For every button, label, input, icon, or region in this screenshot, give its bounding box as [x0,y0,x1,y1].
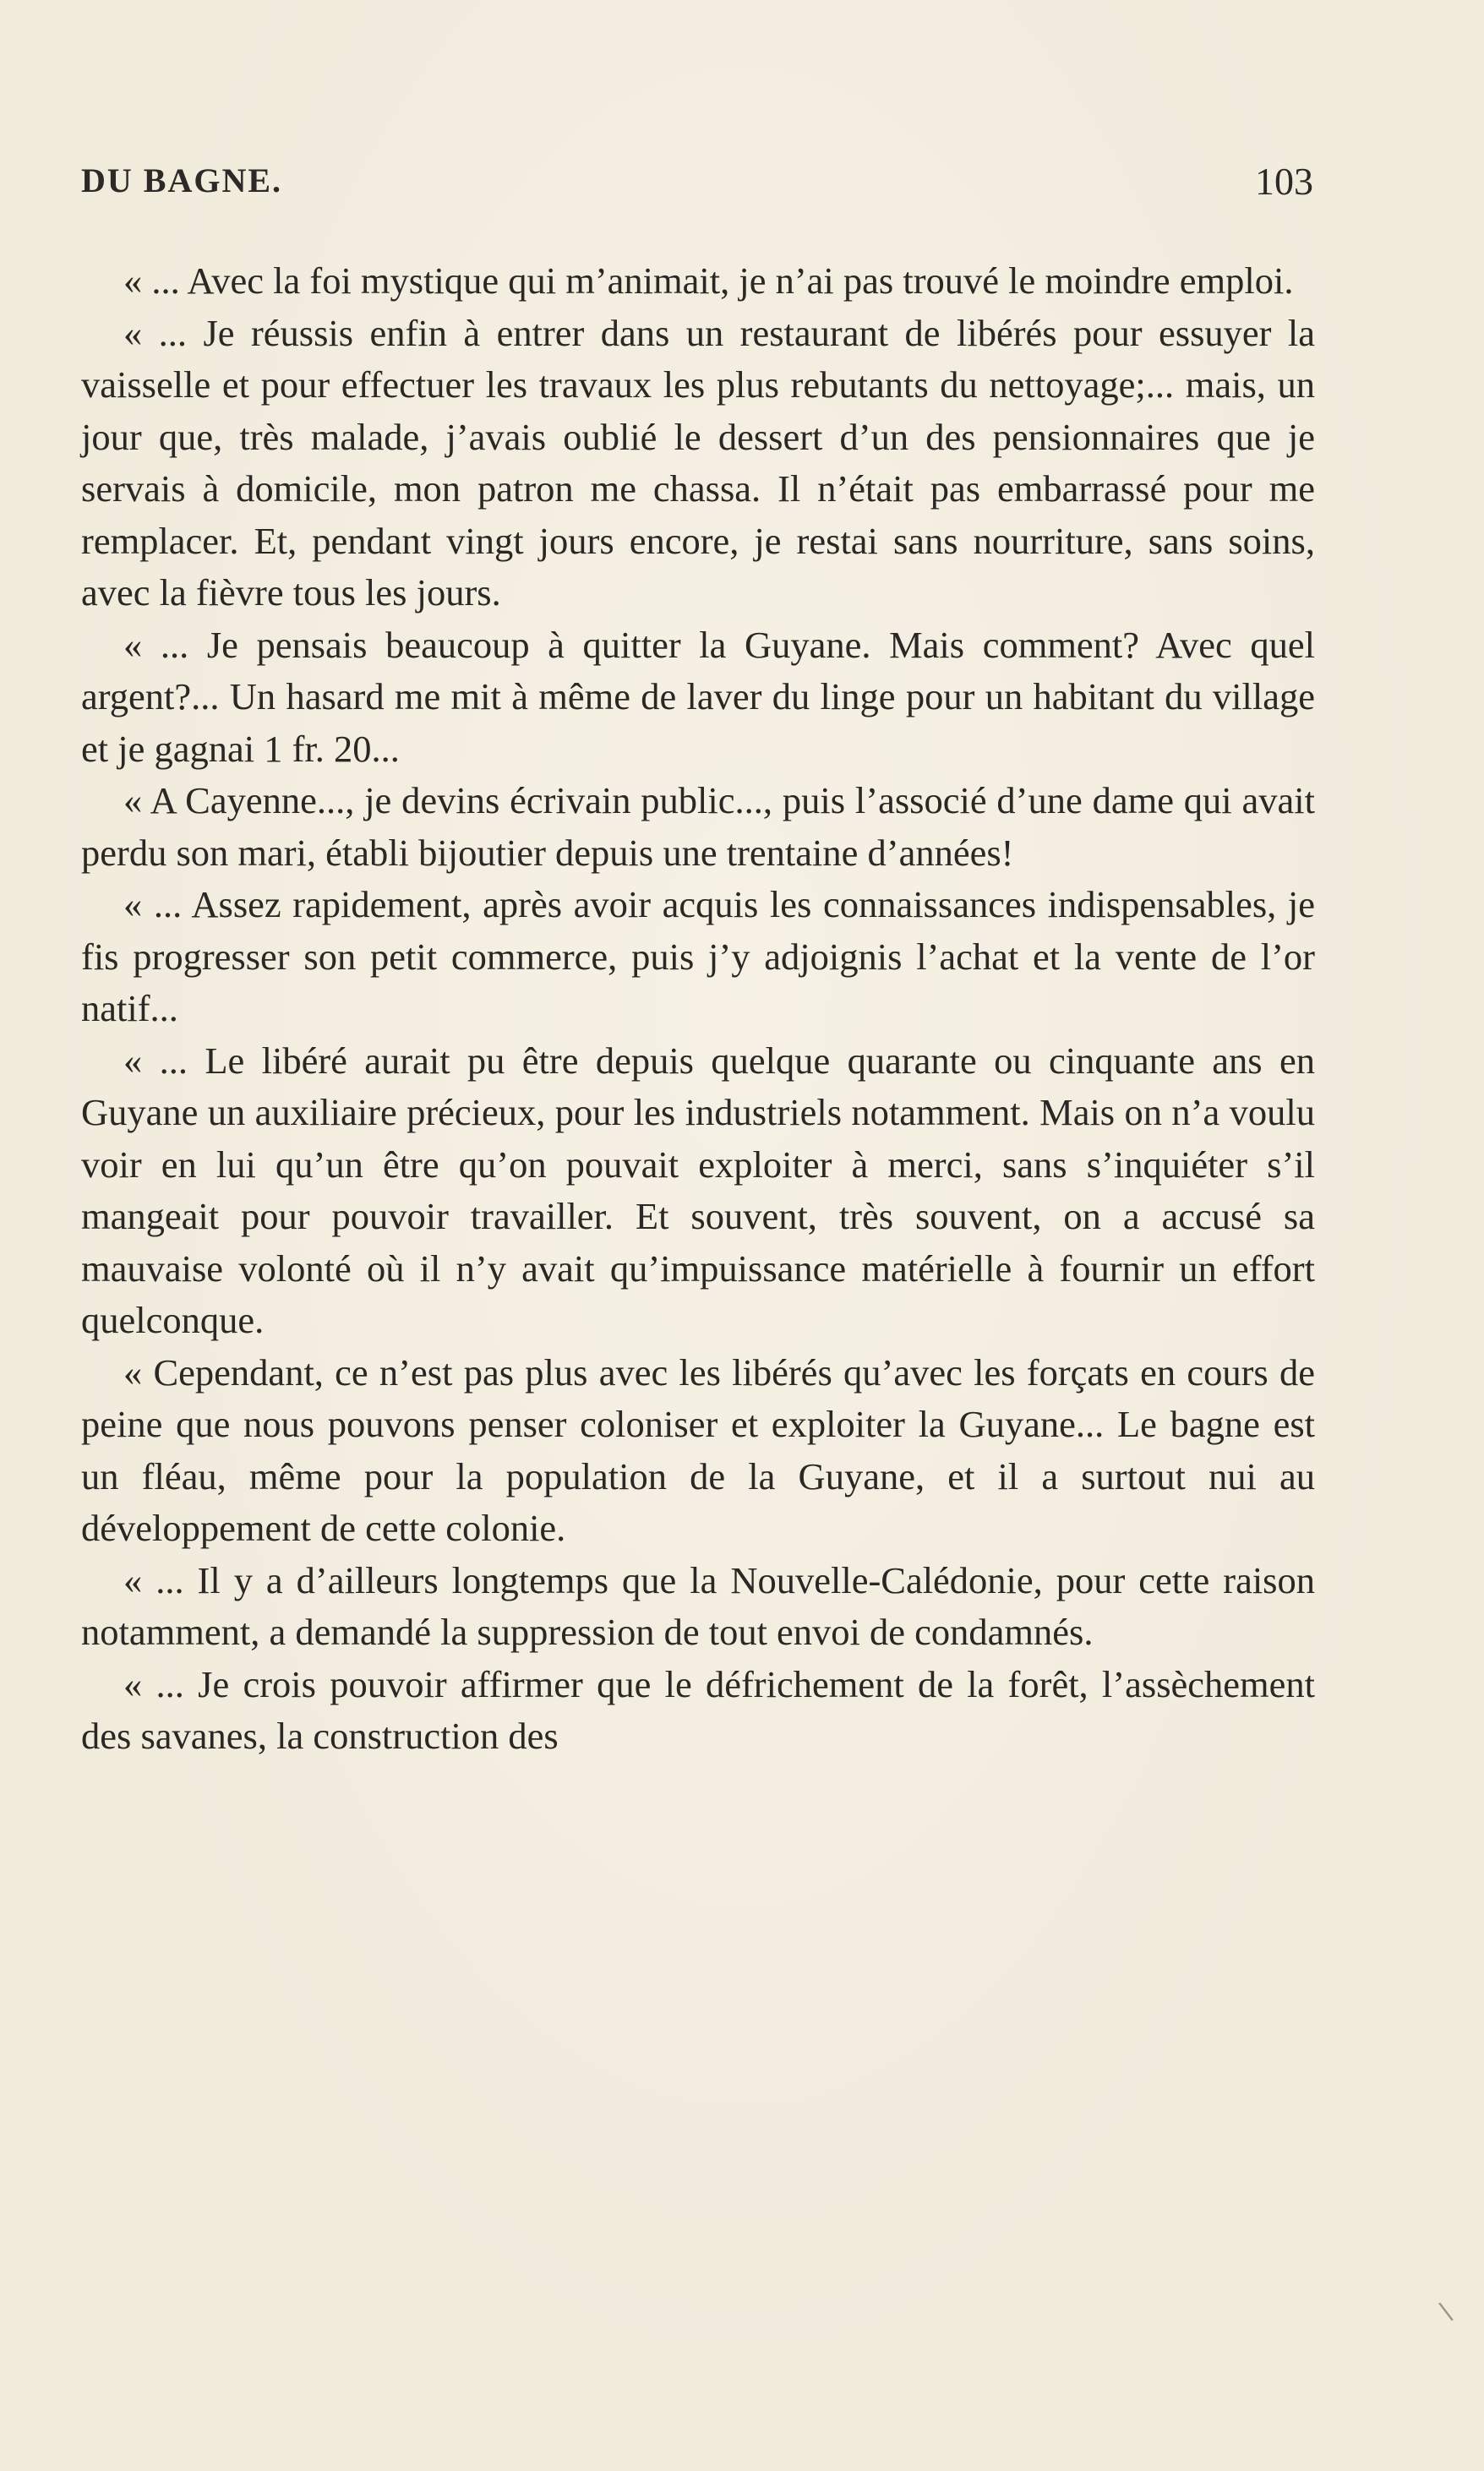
paragraph: « A Cayenne..., je devins écrivain public..., puis l’associé d’une dame qui avait perdu son mari, établi bijoutier depuis une trentaine d’années! [81,779,1315,874]
running-head: DU BAGNE. [81,161,283,199]
paragraph: « ... Assez rapidement, après avoir acquis les connaissances indispensables, je fis progresser son petit commerce, puis j’y adjoignis l’achat et la vente de l’or natif... [81,883,1315,1029]
paragraph: « Cependant, ce n’est pas plus avec les libérés qu’avec les forçats en cours de peine que nous pouvons penser coloniser et exploiter la Guyane... Le bagne est un fléau, même pour la population de la Guyane, et il a surtout nui au développement de cette colonie. [81,1350,1315,1549]
paragraph: « ... Je réussis enfin à entrer dans un restaurant de libérés pour essuyer la vaisselle et pour effectuer les travaux les plus rebutants du nettoyage;... mais, un jour que, très malade, j’avais oublié le dessert d’un des pensionnaires que je servais à domicile, mon patron me chassa. Il n’était pas embarrassé pour me remplacer. Et, pendant vingt jours encore, je restai sans nourriture, sans soins, avec la fièvre tous les jours. [81,311,1315,614]
paragraph: « ... Il y a d’ailleurs longtemps que la Nouvelle-Calédonie, pour cette raison notamment, a demandé la suppression de tout envoi de condamnés. [81,1558,1315,1653]
body-text [81,255,1315,1763]
paragraph: « ... Le libéré aurait pu être depuis quelque quarante ou cinquante ans en Guyane un auxiliaire précieux, pour les industriels notamment. Mais on n’a voulu voir en lui qu’un être qu’on pouvait exploiter à merci, sans s’inquiéter s’il mangeait pour pouvoir travailler. Et souvent, très souvent, on a accusé sa mauvaise volonté où il n’y avait qu’impuissance matérielle à fournir un effort quelconque. [81,1039,1315,1341]
paragraph: « ... Je crois pouvoir affirmer que le défrichement de la forêt, l’assèchement des savanes, la construction des [81,1662,1315,1757]
page-number: 103 [1255,160,1313,203]
paragraph: « ... Je pensais beaucoup à quitter la Guyane. Mais comment? Avec quel argent?... Un hasard me mit à même de laver du linge pour un habitant du village et je gagnai 1 fr. 20... [81,623,1315,770]
paragraph: « ... Avec la foi mystique qui m’animait, je n’ai pas trouvé le moindre emploi. [123,259,1294,302]
margin-mark: \ [1437,2296,1455,2327]
